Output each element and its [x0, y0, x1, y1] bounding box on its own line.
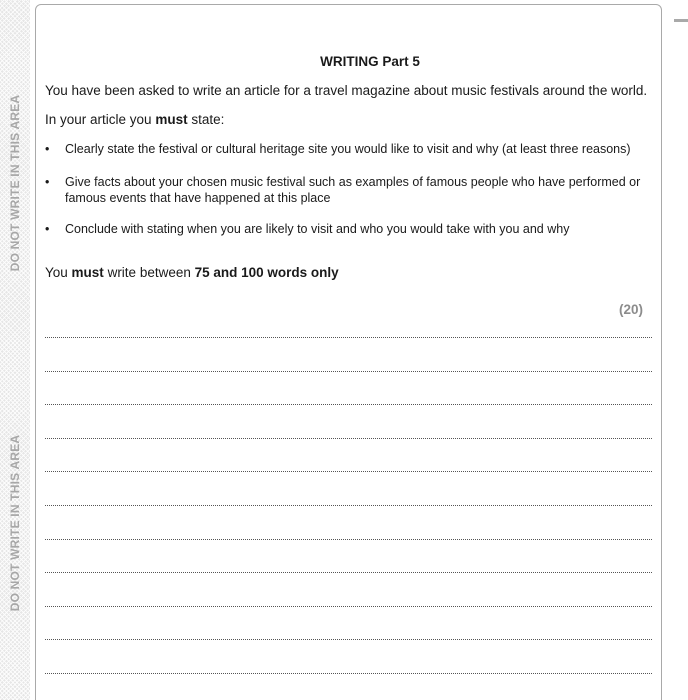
bullet-text-line: Conclude with stating when you are likely to visit and who you would take with you and why	[65, 222, 570, 236]
requirement-pre: You	[45, 265, 72, 280]
answer-line[interactable]	[45, 539, 652, 540]
answer-line[interactable]	[45, 371, 652, 372]
answer-line[interactable]	[45, 606, 652, 607]
word-limit-requirement	[45, 265, 339, 280]
answer-line[interactable]	[45, 337, 652, 338]
question-intro: You have been asked to write an article for a travel magazine about music festivals around the world.	[45, 83, 648, 98]
bullet-marker: •	[45, 222, 50, 236]
instruction-pre: In your article you	[45, 112, 156, 127]
margin-warning-top: DO NOT WRITE IN THIS AREA	[8, 94, 22, 272]
answer-line[interactable]	[45, 673, 652, 674]
page-edge-mark	[674, 19, 688, 22]
word-limit: 75 and 100 words only	[194, 265, 339, 280]
bullet-text-line: famous events that have happened at this place	[65, 190, 331, 205]
requirement-mid: write between	[103, 265, 195, 280]
no-write-margin	[0, 0, 30, 700]
instruction-emphasis: must	[155, 112, 188, 127]
question-heading: WRITING Part 5	[320, 54, 420, 69]
answer-line[interactable]	[45, 639, 652, 640]
margin-warning-bottom: DO NOT WRITE IN THIS AREA	[8, 434, 22, 612]
bullet-marker: •	[45, 175, 50, 189]
bullet-text-line: Clearly state the festival or cultural heritage site you would like to visit and why (at least three reasons)	[65, 142, 631, 156]
answer-line[interactable]	[45, 404, 652, 405]
answer-line[interactable]	[45, 505, 652, 506]
requirement-emphasis: must	[71, 265, 104, 280]
question-frame	[35, 4, 662, 700]
instruction-post: state:	[187, 112, 225, 127]
answer-line[interactable]	[45, 438, 652, 439]
bullet-text-line: Give facts about your chosen music festival such as examples of famous people who have performed or	[65, 175, 641, 189]
bullet-marker: •	[45, 142, 50, 156]
answer-line[interactable]	[45, 471, 652, 472]
answer-line[interactable]	[45, 572, 652, 573]
instruction-line	[45, 112, 224, 127]
marks-label: (20)	[618, 302, 643, 317]
